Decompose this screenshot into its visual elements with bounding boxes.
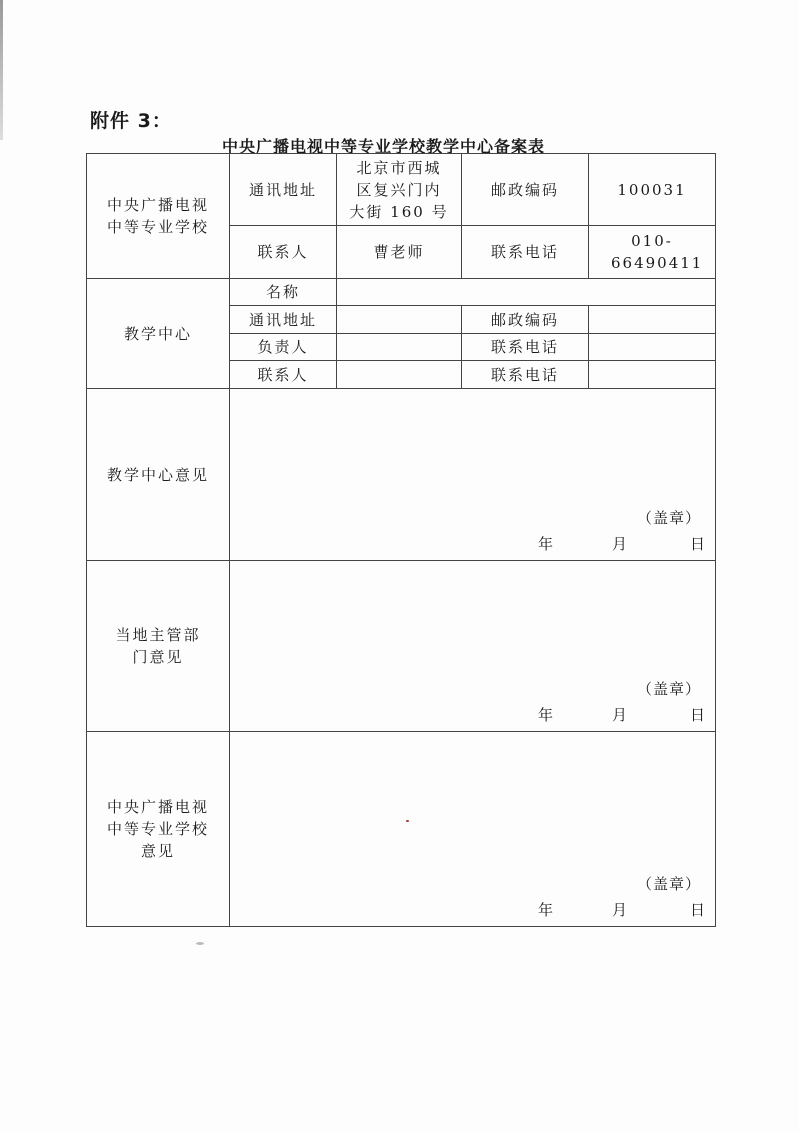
date-day-label: 日	[689, 901, 707, 919]
center-head-field[interactable]	[337, 334, 462, 361]
opinion-school-field[interactable]	[230, 732, 716, 927]
center-head-phone-label: 联系电话	[462, 334, 589, 361]
attachment-label: 附件 3：	[90, 110, 172, 132]
seal-note: （盖章）	[636, 875, 701, 893]
scan-edge-shadow	[0, 0, 3, 140]
form-title: 中央广播电视中等专业学校教学中心备案表	[222, 137, 546, 156]
seal-note: （盖章）	[636, 680, 701, 698]
school-postcode-value: 100031	[589, 154, 716, 226]
date-month-label: 月	[611, 706, 629, 724]
school-phone-label: 联系电话	[462, 226, 589, 279]
seal-note: （盖章）	[636, 509, 701, 527]
center-name-label: 名称	[230, 279, 337, 306]
opinion-authority-field[interactable]	[230, 561, 716, 732]
opinion-school-label: 中央广播电视中等专业学校意见	[87, 732, 230, 927]
opinion-center-label: 教学中心意见	[87, 389, 230, 561]
center-head-phone-field[interactable]	[589, 334, 716, 361]
date-month-label: 月	[611, 535, 629, 553]
opinion-center-field[interactable]	[230, 389, 716, 561]
center-contact-phone-field[interactable]	[589, 361, 716, 389]
opinion-row-center	[87, 389, 716, 561]
date-year-label: 年	[537, 535, 555, 553]
opinion-row-school	[87, 732, 716, 927]
school-contact-label: 联系人	[230, 226, 337, 279]
school-address-row	[87, 154, 716, 226]
center-row-label: 教学中心	[87, 279, 230, 389]
school-postcode-label: 邮政编码	[462, 154, 589, 226]
scan-speck	[406, 820, 409, 822]
center-address-field[interactable]	[337, 306, 462, 334]
center-contact-field[interactable]	[337, 361, 462, 389]
date-year-label: 年	[537, 706, 555, 724]
date-day-label: 日	[689, 706, 707, 724]
center-name-row	[87, 279, 716, 306]
date-year-label: 年	[537, 901, 555, 919]
center-postcode-label: 邮政编码	[462, 306, 589, 334]
center-contact-label: 联系人	[230, 361, 337, 389]
center-head-label: 负责人	[230, 334, 337, 361]
school-address-value: 北京市西城区复兴门内大街 160 号	[337, 154, 462, 226]
center-postcode-field[interactable]	[589, 306, 716, 334]
school-address-label: 通讯地址	[230, 154, 337, 226]
date-day-label: 日	[689, 535, 707, 553]
registration-form-table	[86, 153, 716, 927]
opinion-row-authority	[87, 561, 716, 732]
scan-speck	[196, 942, 204, 945]
date-month-label: 月	[611, 901, 629, 919]
center-contact-phone-label: 联系电话	[462, 361, 589, 389]
school-contact-value: 曹老师	[337, 226, 462, 279]
school-phone-value: 010-66490411	[589, 226, 716, 279]
center-address-label: 通讯地址	[230, 306, 337, 334]
center-name-field[interactable]	[337, 279, 716, 306]
school-row-label: 中央广播电视中等专业学校	[87, 154, 230, 279]
opinion-authority-label: 当地主管部门意见	[87, 561, 230, 732]
